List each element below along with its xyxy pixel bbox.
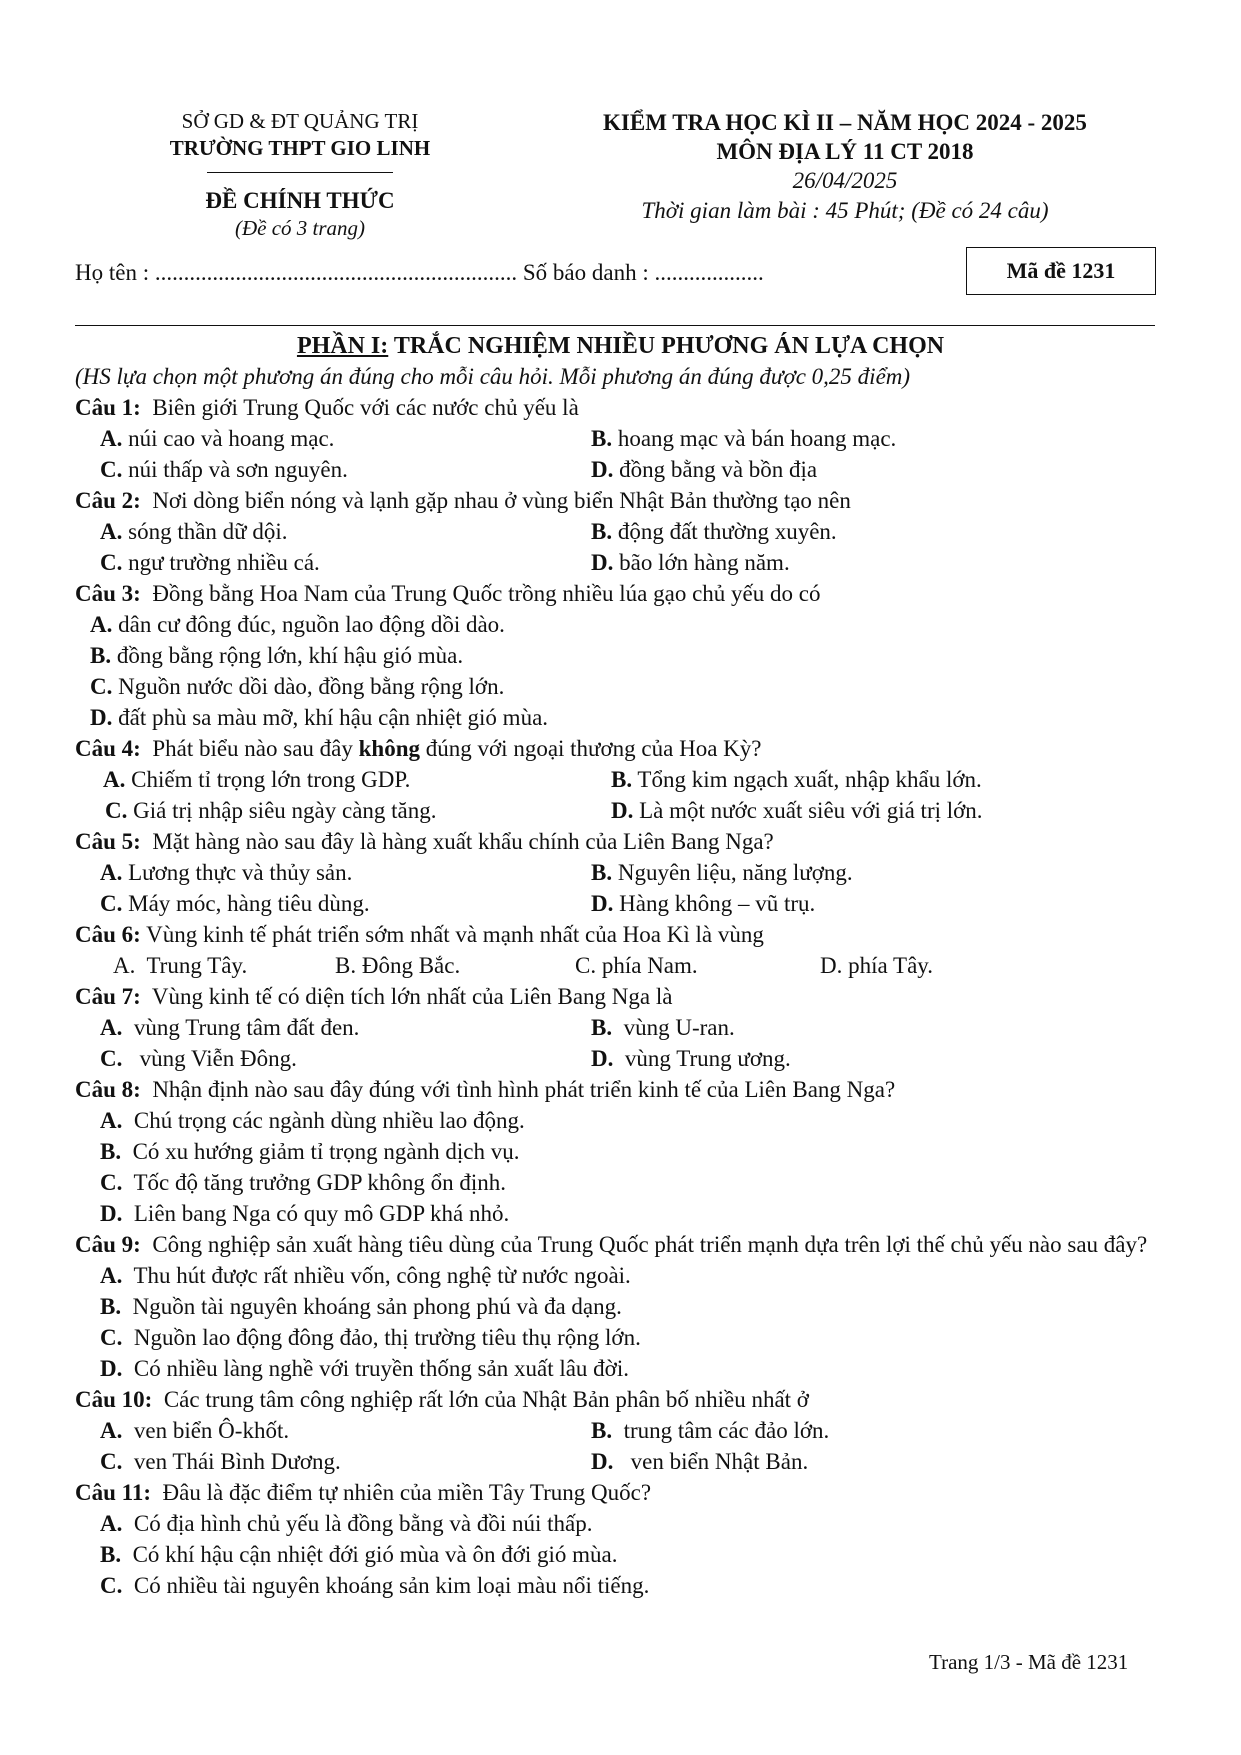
option-text: núi cao và hoang mạc. bbox=[122, 426, 335, 451]
options-row bbox=[75, 1508, 1165, 1539]
option-a[interactable] bbox=[75, 516, 591, 547]
option-d[interactable] bbox=[591, 888, 1091, 919]
options-row bbox=[75, 454, 1165, 485]
pages-note: (Đề có 3 trang) bbox=[234, 216, 366, 240]
option-text: Nguồn nước dồi dào, đồng bằng rộng lớn. bbox=[112, 674, 505, 699]
exam-code-box: Mã đề 1231 bbox=[966, 247, 1156, 295]
option-text: Có nhiều tài nguyên khoáng sản kim loại màu nổi tiếng. bbox=[122, 1573, 650, 1598]
option-key: D. bbox=[90, 705, 113, 730]
options-row bbox=[75, 1136, 1165, 1167]
question-text: Nơi dòng biển nóng và lạnh gặp nhau ở vùng biển Nhật Bản thường tạo nên bbox=[140, 488, 851, 513]
option-b[interactable] bbox=[591, 857, 1091, 888]
option-key: B. bbox=[591, 860, 613, 885]
question-stem bbox=[75, 919, 1165, 950]
option-text: Máy móc, hàng tiêu dùng. bbox=[122, 891, 370, 916]
question-3 bbox=[75, 578, 1165, 733]
options-row bbox=[75, 1105, 1165, 1136]
question-text: Biên giới Trung Quốc với các nước chủ yếu là bbox=[140, 395, 579, 420]
options-row bbox=[75, 609, 1165, 640]
option-c[interactable]: C. phía Nam. bbox=[575, 953, 698, 978]
option-key: C. bbox=[100, 891, 123, 916]
option-text: dân cư đông đúc, nguồn lao động dồi dào. bbox=[112, 612, 505, 637]
question-2 bbox=[75, 485, 1165, 578]
option-text: Tốc độ tăng trưởng GDP không ổn định. bbox=[122, 1170, 507, 1195]
option-text: Là một nước xuất siêu với giá trị lớn. bbox=[633, 798, 983, 823]
option-b[interactable] bbox=[75, 1291, 622, 1322]
option-b[interactable] bbox=[591, 1012, 1091, 1043]
question-text: Mặt hàng nào sau đây là hàng xuất khẩu chính của Liên Bang Nga? bbox=[140, 829, 774, 854]
options-row bbox=[75, 640, 1165, 671]
option-b[interactable] bbox=[591, 423, 1091, 454]
option-key: D. bbox=[591, 550, 614, 575]
option-a[interactable] bbox=[75, 1260, 631, 1291]
question-emphasis: không bbox=[358, 736, 421, 761]
option-text: ngư trường nhiều cá. bbox=[122, 550, 320, 575]
option-key: C. bbox=[90, 674, 113, 699]
options-row bbox=[75, 764, 1165, 795]
option-key: D. bbox=[591, 1046, 614, 1071]
options-row bbox=[75, 1446, 1165, 1477]
question-number: Câu 2: bbox=[75, 488, 141, 513]
option-c[interactable] bbox=[75, 671, 504, 702]
question-5 bbox=[75, 826, 1165, 919]
options-row bbox=[75, 1260, 1165, 1291]
separator-line bbox=[75, 325, 1155, 326]
option-text: Nguồn tài nguyên khoáng sản phong phú và đa dạng. bbox=[121, 1294, 622, 1319]
header-divider bbox=[207, 172, 393, 173]
option-key: B. bbox=[100, 1294, 122, 1319]
options-row bbox=[75, 950, 1165, 981]
options-row bbox=[75, 1539, 1165, 1570]
option-text: ven biển Ô-khốt. bbox=[122, 1418, 290, 1443]
question-stem bbox=[75, 1074, 1165, 1105]
part-heading: TRẮC NGHIỆM NHIỀU PHƯƠNG ÁN LỰA CHỌN bbox=[388, 333, 945, 359]
option-text: Giá trị nhập siêu ngày càng tăng. bbox=[127, 798, 437, 823]
option-c[interactable] bbox=[75, 795, 591, 826]
option-key: C. bbox=[100, 1573, 123, 1598]
option-text: Chiếm tỉ trọng lớn trong GDP. bbox=[125, 767, 411, 792]
option-c[interactable] bbox=[75, 1043, 591, 1074]
option-d[interactable] bbox=[591, 454, 1091, 485]
question-list bbox=[75, 392, 1165, 1601]
option-key: D. bbox=[591, 1449, 614, 1474]
option-key: D. bbox=[591, 891, 614, 916]
option-b[interactable] bbox=[75, 640, 463, 671]
page-footer: Trang 1/3 - Mã đề 1231 bbox=[929, 1650, 1129, 1674]
option-key: B. bbox=[591, 426, 613, 451]
question-6 bbox=[75, 919, 1165, 981]
option-text: vùng Trung tâm đất đen. bbox=[122, 1015, 360, 1040]
options-row bbox=[75, 671, 1165, 702]
option-text: Lương thực và thủy sản. bbox=[122, 860, 353, 885]
option-d[interactable] bbox=[591, 1043, 1091, 1074]
option-text: Nguyên liệu, năng lượng. bbox=[612, 860, 853, 885]
option-key: B. bbox=[90, 643, 112, 668]
option-c[interactable] bbox=[75, 888, 591, 919]
option-b[interactable]: B. Đông Bắc. bbox=[335, 953, 461, 978]
question-stem bbox=[75, 1477, 1165, 1508]
question-stem bbox=[75, 1229, 1165, 1260]
option-key: D. bbox=[611, 798, 634, 823]
question-text: Nhận định nào sau đây đúng với tình hình phát triển kinh tế của Liên Bang Nga? bbox=[140, 1077, 896, 1102]
option-text: bão lớn hàng năm. bbox=[613, 550, 790, 575]
school-name: TRƯỜNG THPT GIO LINH bbox=[169, 136, 431, 160]
question-number: Câu 8: bbox=[75, 1077, 141, 1102]
option-key: B. bbox=[100, 1139, 122, 1164]
option-text: ven biển Nhật Bản. bbox=[613, 1449, 809, 1474]
question-1 bbox=[75, 392, 1165, 485]
question-stem bbox=[75, 981, 1165, 1012]
options-row bbox=[75, 795, 1165, 826]
question-number: Câu 4: bbox=[75, 736, 141, 761]
option-a[interactable] bbox=[75, 1415, 591, 1446]
option-c[interactable] bbox=[75, 1167, 506, 1198]
question-text: Vùng kinh tế phát triển sớm nhất và mạnh nhất của Hoa Kì là vùng bbox=[140, 922, 764, 947]
question-7 bbox=[75, 981, 1165, 1074]
student-info bbox=[75, 260, 764, 286]
option-text: Tổng kim ngạch xuất, nhập khẩu lớn. bbox=[632, 767, 982, 792]
subject-title: MÔN ĐỊA LÝ 11 CT 2018 bbox=[716, 139, 974, 164]
header-left bbox=[130, 108, 470, 242]
option-text: động đất thường xuyên. bbox=[612, 519, 837, 544]
options-row bbox=[75, 1012, 1165, 1043]
option-text: trung tâm các đảo lớn. bbox=[612, 1418, 830, 1443]
option-text: vùng U-ran. bbox=[612, 1015, 735, 1040]
question-9 bbox=[75, 1229, 1165, 1384]
question-number: Câu 5: bbox=[75, 829, 141, 854]
option-key: A. bbox=[100, 1015, 123, 1040]
option-key: A. bbox=[100, 426, 123, 451]
exam-date: 26/04/2025 bbox=[792, 168, 898, 193]
options-row bbox=[75, 516, 1165, 547]
options-row bbox=[75, 1353, 1165, 1384]
question-text: đúng với ngoại thương của Hoa Kỳ? bbox=[420, 736, 762, 761]
option-c[interactable] bbox=[75, 1322, 641, 1353]
option-key: C. bbox=[100, 1325, 123, 1350]
option-c[interactable] bbox=[75, 1570, 649, 1601]
option-key: B. bbox=[611, 767, 633, 792]
question-text: Phát biểu nào sau đây bbox=[140, 736, 359, 761]
option-a[interactable] bbox=[75, 857, 591, 888]
option-key: C. bbox=[100, 457, 123, 482]
options-row bbox=[75, 857, 1165, 888]
question-text: Vùng kinh tế có diện tích lớn nhất của Liên Bang Nga là bbox=[140, 984, 673, 1009]
option-c[interactable] bbox=[75, 454, 591, 485]
option-text: Có xu hướng giảm tỉ trọng ngành dịch vụ. bbox=[121, 1139, 520, 1164]
exam-title: KIỂM TRA HỌC KÌ II – NĂM HỌC 2024 - 2025 bbox=[603, 110, 1087, 135]
question-number: Câu 9: bbox=[75, 1232, 141, 1257]
option-key: A. bbox=[100, 1108, 123, 1133]
option-key: D. bbox=[100, 1201, 123, 1226]
option-text: Thu hút được rất nhiều vốn, công nghệ từ nước ngoài. bbox=[122, 1263, 631, 1288]
question-number: Câu 3: bbox=[75, 581, 141, 606]
options-row bbox=[75, 1291, 1165, 1322]
question-text: Đâu là đặc điểm tự nhiên của miền Tây Trung Quốc? bbox=[151, 1480, 652, 1505]
exam-duration: Thời gian làm bài : 45 Phút; (Đề có 24 câu) bbox=[641, 198, 1049, 223]
question-10 bbox=[75, 1384, 1165, 1477]
option-text: ven Thái Bình Dương. bbox=[122, 1449, 341, 1474]
option-text: hoang mạc và bán hoang mạc. bbox=[612, 426, 897, 451]
option-text: vùng Viễn Đông. bbox=[122, 1046, 297, 1071]
question-stem bbox=[75, 485, 1165, 516]
options-row bbox=[75, 1415, 1165, 1446]
option-key: B. bbox=[591, 519, 613, 544]
option-text: Liên bang Nga có quy mô GDP khá nhỏ. bbox=[122, 1201, 510, 1226]
option-b[interactable] bbox=[75, 1539, 617, 1570]
option-d[interactable]: D. phía Tây. bbox=[820, 953, 934, 978]
question-number: Câu 6: bbox=[75, 922, 141, 947]
option-text: vùng Trung ương. bbox=[613, 1046, 791, 1071]
department-name: SỞ GD & ĐT QUẢNG TRỊ bbox=[181, 109, 419, 133]
option-key: A. bbox=[100, 1263, 123, 1288]
question-11 bbox=[75, 1477, 1165, 1601]
options-row bbox=[75, 1570, 1165, 1601]
option-d[interactable] bbox=[75, 1198, 509, 1229]
option-key: C. bbox=[100, 1046, 123, 1071]
options-row bbox=[75, 1198, 1165, 1229]
option-b[interactable] bbox=[591, 764, 1111, 795]
question-stem bbox=[75, 826, 1165, 857]
option-key: A. bbox=[100, 860, 123, 885]
option-text: Có nhiều làng nghề với truyền thống sản xuất lâu đời. bbox=[122, 1356, 629, 1381]
option-text: đồng bằng và bồn địa bbox=[613, 457, 818, 482]
option-b[interactable] bbox=[591, 1415, 1091, 1446]
option-d[interactable] bbox=[75, 1353, 629, 1384]
question-text: Công nghiệp sản xuất hàng tiêu dùng của Trung Quốc phát triển mạnh dựa trên lợi thế chủ yếu nào sau đây? bbox=[140, 1232, 1148, 1257]
options-row bbox=[75, 1322, 1165, 1353]
option-c[interactable] bbox=[75, 547, 591, 578]
option-text: đất phù sa màu mỡ, khí hậu cận nhiệt gió mùa. bbox=[112, 705, 549, 730]
option-key: A. bbox=[103, 767, 126, 792]
option-key: A. bbox=[90, 612, 113, 637]
option-text: Có địa hình chủ yếu là đồng bằng và đồi núi thấp. bbox=[122, 1511, 593, 1536]
option-key: B. bbox=[100, 1542, 122, 1567]
option-key: A. bbox=[100, 1418, 123, 1443]
option-a[interactable] bbox=[75, 609, 505, 640]
question-stem bbox=[75, 578, 1165, 609]
option-d[interactable] bbox=[591, 547, 1091, 578]
option-a[interactable] bbox=[75, 1508, 593, 1539]
option-text: đồng bằng rộng lớn, khí hậu gió mùa. bbox=[111, 643, 464, 668]
options-row bbox=[75, 702, 1165, 733]
header-right bbox=[570, 108, 1120, 226]
option-b[interactable] bbox=[75, 1136, 519, 1167]
option-a[interactable]: A. Trung Tây. bbox=[113, 953, 248, 978]
question-text: Các trung tâm công nghiệp rất lớn của Nhật Bản phân bố nhiều nhất ở bbox=[152, 1387, 809, 1412]
question-number: Câu 11: bbox=[75, 1480, 152, 1505]
options-row bbox=[75, 423, 1165, 454]
question-stem bbox=[75, 392, 1165, 423]
id-field[interactable]: Số báo danh : ................... bbox=[522, 260, 764, 285]
question-number: Câu 1: bbox=[75, 395, 141, 420]
option-a[interactable] bbox=[75, 1105, 525, 1136]
option-text: Hàng không – vũ trụ. bbox=[613, 891, 816, 916]
question-number: Câu 7: bbox=[75, 984, 141, 1009]
question-number: Câu 10: bbox=[75, 1387, 153, 1412]
option-key: C. bbox=[100, 1449, 123, 1474]
official-label: ĐỀ CHÍNH THỨC bbox=[205, 188, 395, 213]
options-row bbox=[75, 1043, 1165, 1074]
option-a[interactable] bbox=[75, 764, 591, 795]
question-8 bbox=[75, 1074, 1165, 1229]
question-text: Đồng bằng Hoa Nam của Trung Quốc trồng nhiều lúa gạo chủ yếu do có bbox=[140, 581, 821, 606]
option-d[interactable] bbox=[75, 702, 548, 733]
part-label: PHẦN I: bbox=[296, 333, 389, 359]
option-a[interactable] bbox=[75, 423, 591, 454]
options-row bbox=[75, 1167, 1165, 1198]
option-text: Nguồn lao động đông đảo, thị trường tiêu thụ rộng lớn. bbox=[122, 1325, 641, 1350]
option-text: Chú trọng các ngành dùng nhiều lao động. bbox=[122, 1108, 525, 1133]
question-4 bbox=[75, 733, 1165, 826]
option-key: A. bbox=[100, 519, 123, 544]
option-text: Có khí hậu cận nhiệt đới gió mùa và ôn đới gió mùa. bbox=[121, 1542, 618, 1567]
options-row bbox=[75, 547, 1165, 578]
option-key: C. bbox=[100, 550, 123, 575]
options-row bbox=[75, 888, 1165, 919]
option-key: C. bbox=[105, 798, 128, 823]
part-instruction: (HS lựa chọn một phương án đúng cho mỗi câu hỏi. Mỗi phương án đúng được 0,25 điểm) bbox=[75, 364, 911, 389]
option-c[interactable] bbox=[75, 1446, 591, 1477]
option-d[interactable] bbox=[591, 1446, 1091, 1477]
option-key: B. bbox=[591, 1418, 613, 1443]
question-stem bbox=[75, 1384, 1165, 1415]
option-a[interactable] bbox=[75, 1012, 591, 1043]
option-d[interactable] bbox=[591, 795, 1111, 826]
option-key: B. bbox=[591, 1015, 613, 1040]
question-stem bbox=[75, 733, 1165, 764]
option-key: D. bbox=[100, 1356, 123, 1381]
option-text: sóng thần dữ dội. bbox=[122, 519, 288, 544]
name-field[interactable]: Họ tên : ............................................................... bbox=[75, 260, 518, 285]
option-key: C. bbox=[100, 1170, 123, 1195]
option-b[interactable] bbox=[591, 516, 1091, 547]
option-text: núi thấp và sơn nguyên. bbox=[122, 457, 348, 482]
option-key: D. bbox=[591, 457, 614, 482]
option-key: A. bbox=[100, 1511, 123, 1536]
part-title bbox=[0, 330, 1241, 362]
